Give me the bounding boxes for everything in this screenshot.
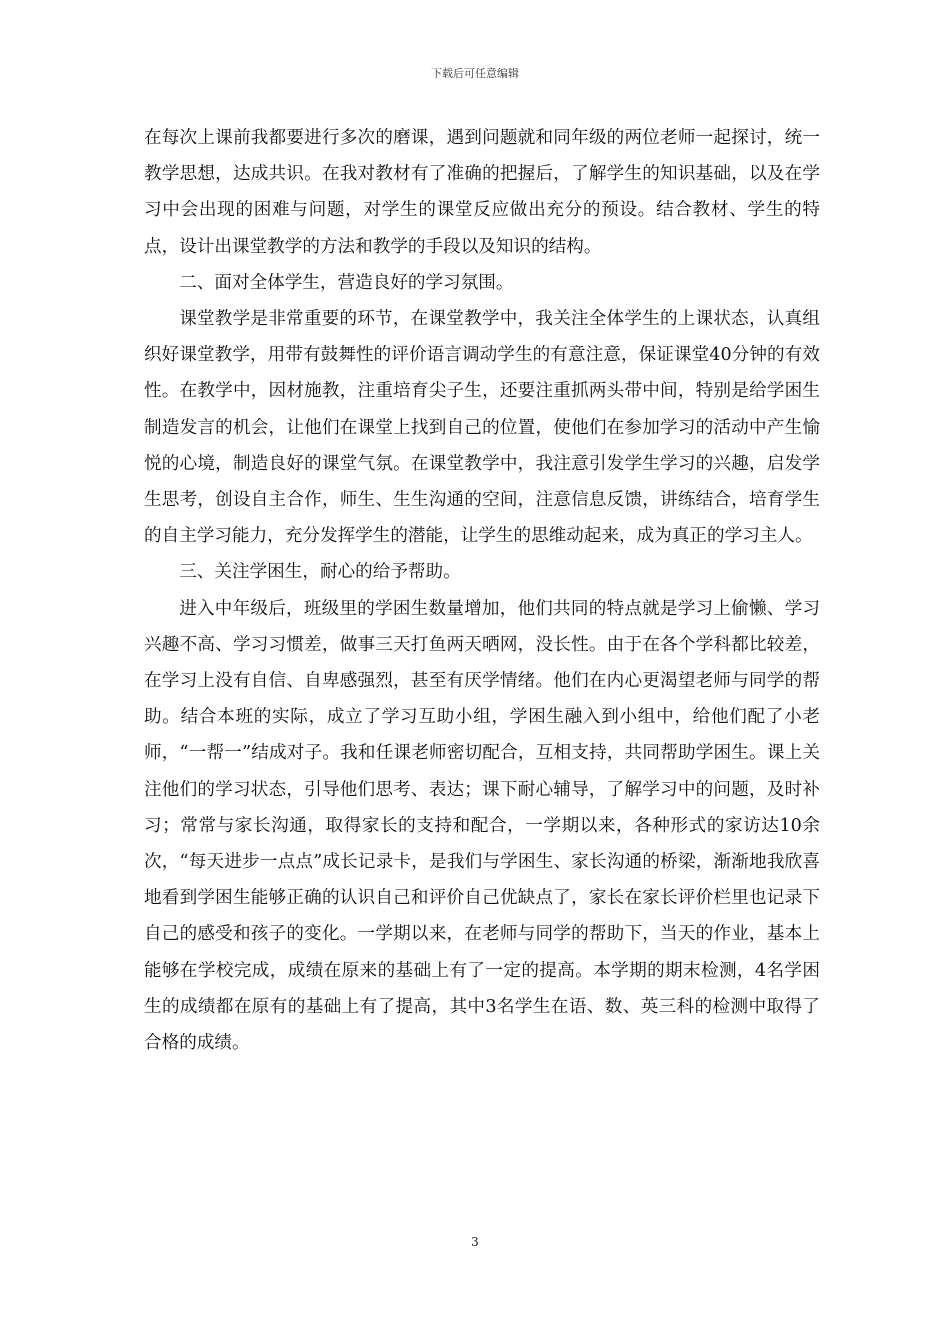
paragraph-continuation: 在每次上课前我都要进行多次的磨课，遇到问题就和同年级的两位老师一起探讨，统一教学思想，达成共识。在我对教材有了准确的把握后，了解学生的知识基础，以及在学习中会出现的困难与问题，对学生的课堂反应做出充分的预设。结合教材、学生的特点，设计出课堂教学的方法和教学的手段以及知识的结构。 xyxy=(144,128,820,257)
paragraph-section-3: 进入中年级后，班级里的学困生数量增加，他们共同的特点就是学习上偷懒、学习兴趣不高、学习习惯差，做事三天打鱼两天晒网，没长性。由于在各个学科都比较差，在学习上没有自信、自卑感强烈，甚至有厌学情绪。他们在内心更渴望老师与同学的帮助。结合本班的实际，成立了学习互助小组，学困生融入到小组中，给他们配了小老师，“一帮一”结成对子。我和任课老师密切配合，互相支持，共同帮助学困生。课上关注他们的学习状态，引导他们思考、表达；课下耐心辅导，了解学习中的问题，及时补习；常常与家长沟通，取得家长的支持和配合，一学期以来，各种形式的家访达10余次，“每天进步一点点”成长记录卡，是我们与学困生、家长沟通的桥梁，渐渐地我欣喜地看到学困生能够正确的认识自己和评价自己优缺点了，家长在家长评价栏里也记录下自己的感受和孩子的变化。一学期以来，在老师与同学的帮助下，当天的作业，基本上能够在学校完成，成绩在原来的基础上有了一定的提高。本学期的期末检测，4名学困生的成绩都在原有的基础上有了提高，其中3名学生在语、数、英三科的检测中取得了合格的成绩。 xyxy=(144,598,820,1054)
section-heading-2: 二、面对全体学生，营造良好的学习氛围。 xyxy=(179,272,514,293)
paragraph-section-2: 课堂教学是非常重要的环节，在课堂教学中，我关注全体学生的上课状态，认真组织好课堂教学，用带有鼓舞性的评价语言调动学生的有意注意，保证课堂40分钟的有效性。在教学中，因材施教，注重培育尖子生，还要注重抓两头带中间，特别是给学困生制造发言的机会，让他们在课堂上找到自己的位置，使他们在参加学习的活动中产生愉悦的心境，制造良好的课堂气氛。在课堂教学中，我注意引发学生学习的兴趣，启发学生思考，创设自主合作，师生、生生沟通的空间，注意信息反馈，讲练结合，培育学生的自主学习能力，充分发挥学生的潜能，让学生的思维动起来，成为真正的学习主人。 xyxy=(144,309,820,547)
document-body xyxy=(144,120,820,1061)
section-heading-3: 三、关注学困生，耐心的给予帮助。 xyxy=(179,562,461,583)
page-number: 3 xyxy=(471,1235,479,1249)
page-header: 下载后可任意编辑 xyxy=(431,67,519,80)
